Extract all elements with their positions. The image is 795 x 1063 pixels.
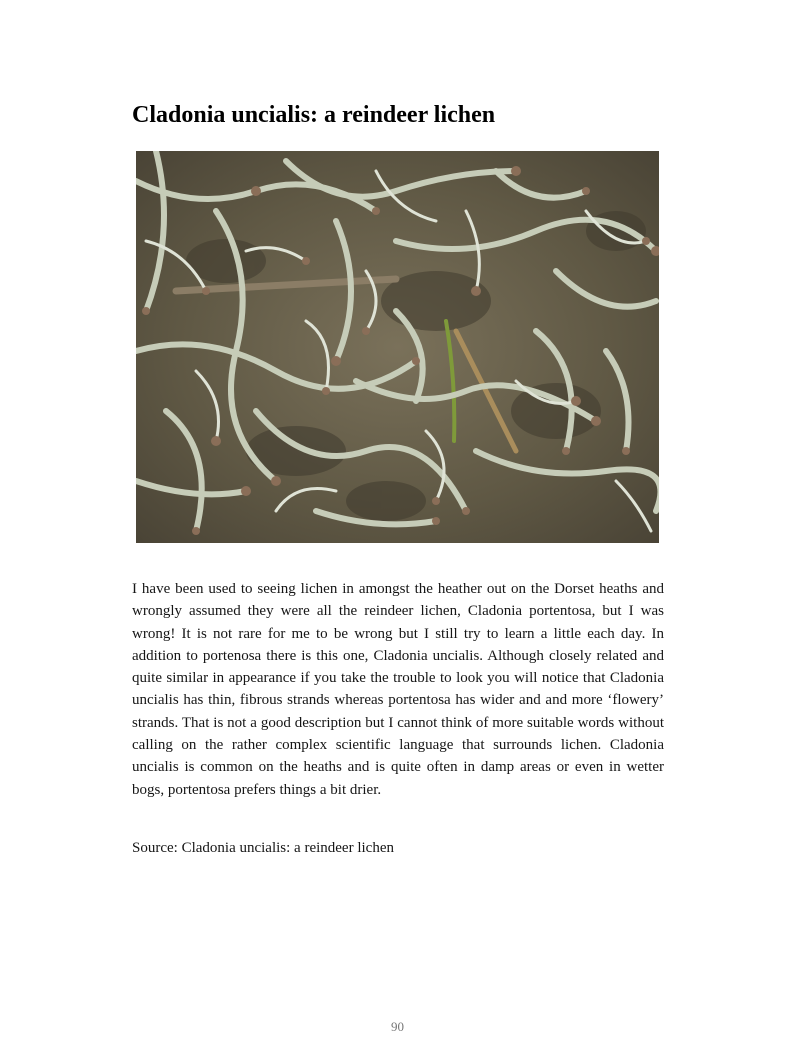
page-title: Cladonia uncialis: a reindeer lichen — [132, 102, 496, 128]
lichen-photo — [136, 151, 659, 543]
page-number: 90 — [391, 1019, 404, 1034]
source-citation: Source: Cladonia uncialis: a reindeer lichen — [132, 840, 394, 856]
body-paragraph: I have been used to seeing lichen in amongst the heather out on the Dorset heaths and wrongly assumed they were all the reindeer lichen, Cladonia portentosa, but I was wrong! It is not rare for me to be wrong but I still try to learn a little each day. In addition to portenosa there is this one, Cladonia uncialis. Although closely related and quite similar in appearance if you take the trouble to look you will notice that Cladonia uncialis has thin, fibrous strands whereas portentosa has wider and and more ‘flowery’ strands. That is not a good description but I cannot think of more suitable words without calling on the rather complex scientific language that surrounds lichen. Cladonia uncialis is common on the heaths and is quite often in damp areas or even in wetter bogs, portentosa prefers things a bit drier. — [132, 581, 664, 798]
